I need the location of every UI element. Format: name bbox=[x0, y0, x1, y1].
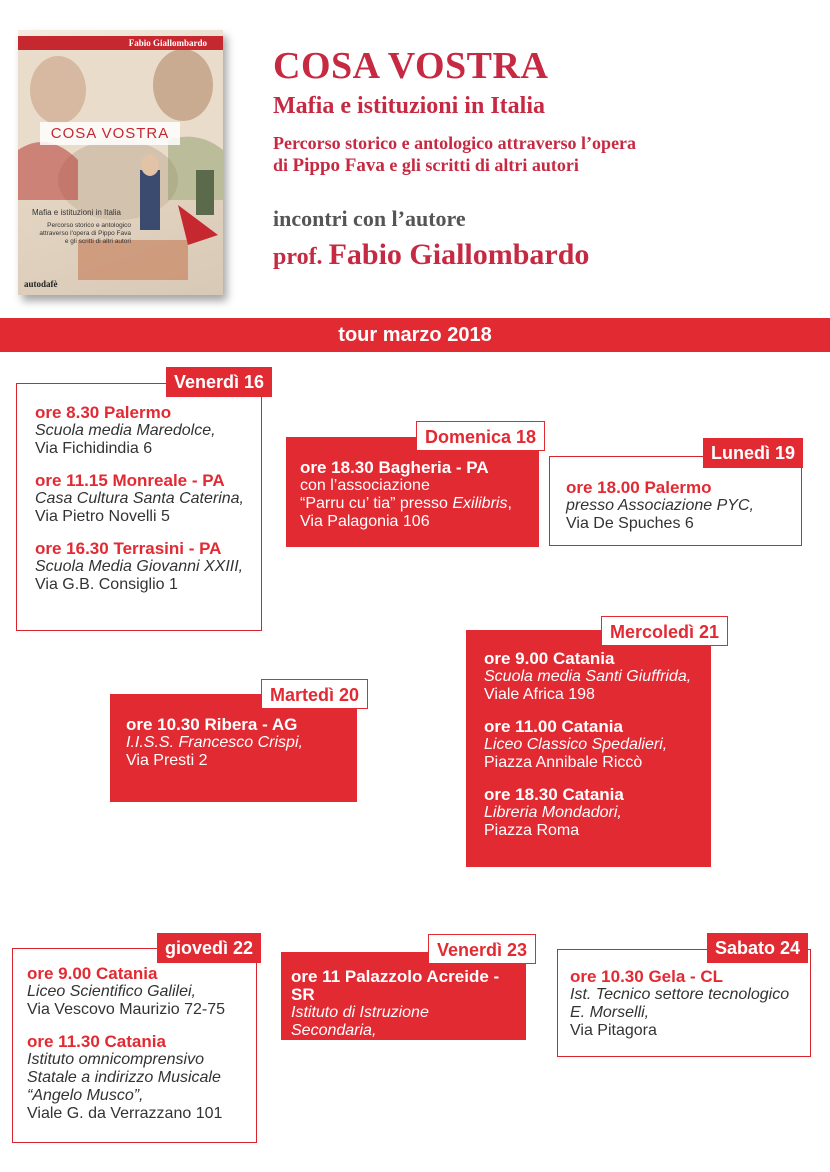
day-label-martedi-20: Martedì 20 bbox=[261, 679, 368, 709]
event-address: Via Vescovo Maurizio 72-75 bbox=[27, 1001, 226, 1018]
event-place: Scuola Media Giovanni XXIII, bbox=[35, 558, 244, 575]
event-detail: con l’associazione bbox=[300, 477, 430, 494]
event-place: I.I.S.S. Francesco Crispi, bbox=[126, 734, 303, 751]
book-description bbox=[273, 132, 813, 177]
tour-banner: tour marzo 2018 bbox=[0, 318, 830, 352]
event-address: Via G.B. Consiglio 1 bbox=[35, 576, 178, 593]
event-place-b: Exilibris bbox=[452, 495, 508, 512]
author-prefix: prof. bbox=[273, 244, 329, 270]
event-item bbox=[566, 479, 791, 533]
event-address: Via Palagonia 106 bbox=[300, 513, 430, 530]
event-address: Piazza Annibale Riccò bbox=[484, 754, 643, 771]
event-venerdi-16 bbox=[16, 383, 262, 631]
event-time: ore 8.30 Palermo bbox=[35, 403, 172, 422]
day-label-lunedi-19: Lunedì 19 bbox=[703, 438, 803, 468]
page-subtitle: Mafia e istituzioni in Italia bbox=[273, 93, 545, 119]
description-di: di bbox=[273, 155, 293, 175]
event-place: Scuola media Santi Giuffrida, bbox=[484, 668, 692, 685]
cover-title: COSA VOSTRA bbox=[40, 122, 180, 145]
event-address: Viale Africa 198 bbox=[484, 686, 595, 703]
event-item bbox=[300, 459, 529, 531]
event-place: Scuola media Maredolce, bbox=[35, 422, 216, 439]
event-address: Via De Spuches 6 bbox=[566, 515, 694, 532]
event-domenica-18 bbox=[286, 437, 539, 547]
event-item bbox=[27, 1033, 248, 1123]
event-place: Casa Cultura Santa Caterina, bbox=[35, 490, 244, 507]
event-place: Istituto di Istruzione Secondaria, bbox=[291, 1004, 429, 1039]
event-giovedi-22 bbox=[12, 948, 257, 1143]
event-place-line-3: “Angelo Musco”, bbox=[27, 1087, 144, 1104]
event-place: Libreria Mondadori, bbox=[484, 804, 622, 821]
event-time: ore 11.00 Catania bbox=[484, 717, 623, 736]
event-place-a: “Parru cu’ tia” presso bbox=[300, 495, 453, 512]
page-title: COSA VOSTRA bbox=[273, 45, 549, 87]
event-place-line-1: Istituto omnicomprensivo bbox=[27, 1051, 204, 1068]
event-martedi-20 bbox=[110, 694, 357, 802]
event-item bbox=[484, 718, 701, 772]
event-place-line-1: Ist. Tecnico settore tecnologico bbox=[570, 986, 790, 1003]
event-time: ore 11.15 Monreale - PA bbox=[35, 471, 225, 490]
event-time: ore 18.30 Bagheria - PA bbox=[300, 458, 489, 477]
event-item bbox=[484, 786, 701, 840]
cover-illustration bbox=[18, 30, 223, 295]
event-place-line-2: Statale a indirizzo Musicale bbox=[27, 1069, 221, 1086]
event-address: Via Pietro Novelli 5 bbox=[35, 508, 170, 525]
description-rest: e gli scritti di altri autori bbox=[384, 155, 579, 175]
event-place: Liceo Scientifico Galilei, bbox=[27, 983, 196, 1000]
description-name: Pippo Fava bbox=[292, 155, 385, 176]
cover-subtitle: Mafia e istituzioni in Italia bbox=[32, 208, 121, 217]
event-time: ore 9.00 Catania bbox=[484, 649, 615, 668]
event-item bbox=[35, 540, 249, 594]
event-address: Piazza Roma bbox=[484, 822, 580, 839]
event-item bbox=[126, 716, 347, 770]
event-item bbox=[570, 968, 802, 1040]
day-label-sabato-24: Sabato 24 bbox=[707, 933, 808, 963]
event-address: Via Antonio Uccello bbox=[291, 1040, 434, 1057]
event-address: Via Presti 2 bbox=[126, 752, 208, 769]
event-place: Liceo Classico Spedalieri, bbox=[484, 736, 668, 753]
event-time: ore 18.00 Palermo bbox=[566, 478, 712, 497]
description-line-2 bbox=[273, 154, 813, 177]
event-place: presso Associazione PYC, bbox=[566, 497, 754, 514]
cover-description: Percorso storico e antologico attraverso l'opera di Pippo Fava e gli scritti di altri autori bbox=[39, 222, 131, 245]
day-label-mercoledi-21: Mercoledì 21 bbox=[601, 616, 728, 646]
cover-publisher: autodafè bbox=[24, 279, 58, 289]
event-mercoledi-21 bbox=[466, 630, 711, 867]
event-time: ore 11 Palazzolo Acreide - SR bbox=[291, 967, 500, 1004]
event-time: ore 10.30 Gela - CL bbox=[570, 967, 724, 986]
event-address: Via Fichidindia 6 bbox=[35, 440, 153, 457]
day-label-giovedi-22: giovedì 22 bbox=[157, 933, 261, 963]
event-sabato-24 bbox=[557, 949, 811, 1057]
author-full-name: Fabio Giallombardo bbox=[328, 238, 590, 271]
event-place-c: , bbox=[507, 495, 512, 512]
event-time: ore 10.30 Ribera - AG bbox=[126, 715, 298, 734]
cover-author: Fabio Giallombardo bbox=[18, 36, 223, 50]
event-time: ore 16.30 Terrasini - PA bbox=[35, 539, 222, 558]
event-venerdi-23 bbox=[281, 952, 526, 1057]
event-address: Viale G. da Verrazzano 101 bbox=[27, 1105, 223, 1122]
event-time: ore 18.30 Catania bbox=[484, 785, 624, 804]
event-item bbox=[291, 968, 518, 1058]
author-name bbox=[273, 238, 589, 272]
event-lunedi-19 bbox=[549, 456, 802, 546]
day-label-venerdi-23: Venerdì 23 bbox=[428, 934, 536, 964]
event-address: Via Pitagora bbox=[570, 1022, 657, 1039]
meet-author-label: incontri con l’autore bbox=[273, 206, 466, 231]
event-time: ore 9.00 Catania bbox=[27, 964, 158, 983]
event-place-line-2: E. Morselli, bbox=[570, 1004, 650, 1021]
description-line-1: Percorso storico e antologico attraverso l’opera bbox=[273, 133, 637, 153]
event-item bbox=[484, 650, 701, 704]
event-place bbox=[300, 495, 529, 513]
day-label-venerdi-16: Venerdì 16 bbox=[166, 367, 272, 397]
day-label-domenica-18: Domenica 18 bbox=[416, 421, 545, 451]
event-item bbox=[27, 965, 248, 1019]
book-cover bbox=[18, 30, 223, 295]
event-time: ore 11.30 Catania bbox=[27, 1032, 166, 1051]
event-item bbox=[35, 472, 249, 526]
event-item bbox=[35, 404, 249, 458]
